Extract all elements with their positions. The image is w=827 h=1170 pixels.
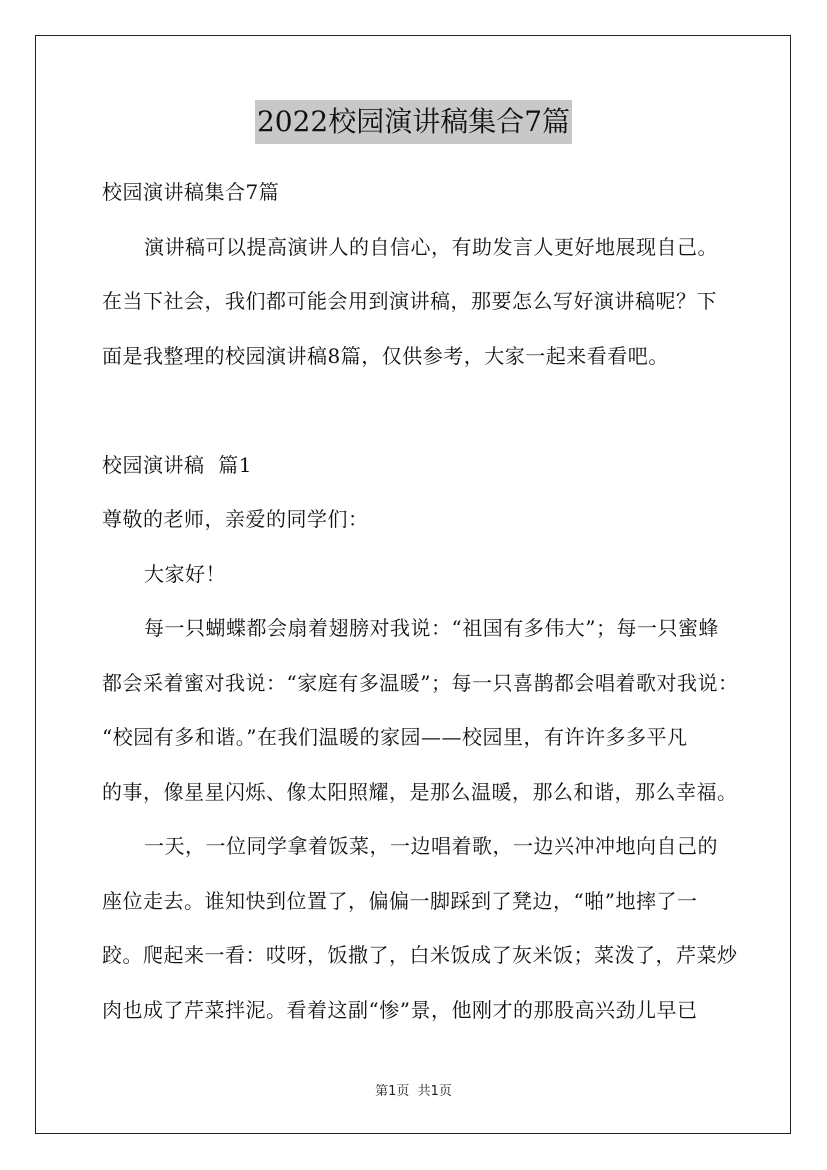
paragraph-line: 跤。爬起来一看：哎呀，饭撒了，白米饭成了灰米饭；菜泼了，芹菜炒 [102,943,738,967]
blank-line [102,383,742,438]
paragraph-line: 座位走去。谁知快到位置了，偏偏一脚踩到了凳边，“啪”地摔了一 [102,888,698,913]
paragraph-line: “校园有多和谐。”在我们温暖的家园——校园里，有许许多多平凡 [102,725,688,749]
document-body [102,165,742,1037]
intro-line: 面是我整理的校园演讲稿8篇，仅供参考，大家一起来看看吧。 [102,343,669,368]
document-title-wrapper [0,100,827,144]
paragraph-line: 一天，一位同学拿着饭菜，一边唱着歌，一边兴冲冲地向自己的 [144,834,718,858]
greeting: 大家好！ [144,561,226,586]
paragraph-line: 的事，像星星闪烁、像太阳照耀，是那么温暖，那么和谐，那么幸福。 [102,779,738,804]
intro-line: 演讲稿可以提高演讲人的自信心，有助发言人更好地展现自己。 [144,234,718,259]
intro-line: 在当下社会，我们都可能会用到演讲稿，那要怎么写好演讲稿呢？下 [102,289,717,313]
document-subtitle: 校园演讲稿集合7篇 [102,180,280,204]
paragraph-line: 每一只蝴蝶都会扇着翅膀对我说：“祖国有多伟大”；每一只蜜蜂 [144,616,719,640]
section-heading: 校园演讲稿 篇1 [102,452,252,477]
page-footer [0,1082,827,1102]
salutation: 尊敬的老师，亲爱的同学们： [102,507,369,531]
document-title: 2022校园演讲稿集合7篇 [255,100,572,144]
paragraph-line: 肉也成了芹菜拌泥。看着这副“惨”景，他刚才的那股高兴劲儿早已 [102,997,698,1022]
page-number-label: 第1页 共1页 [375,1084,452,1099]
paragraph-line: 都会采着蜜对我说：“家庭有多温暖”；每一只喜鹊都会唱着歌对我说： [102,670,739,695]
